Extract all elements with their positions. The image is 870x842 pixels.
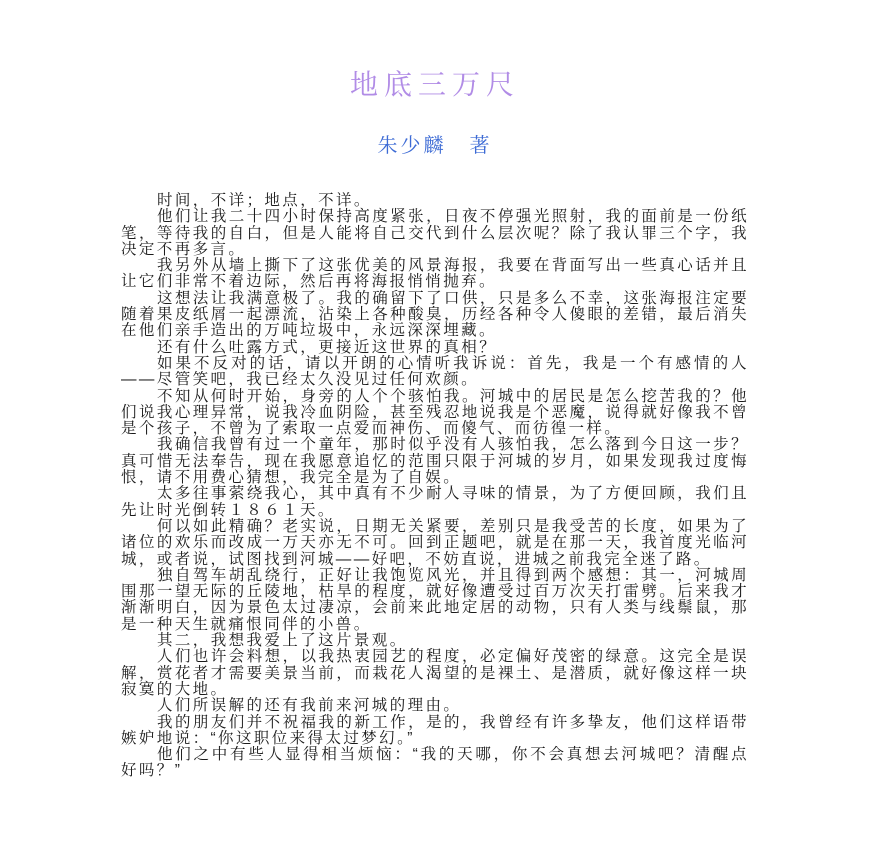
paragraph: 其二，我想我爱上了这片景观。 [157, 632, 408, 650]
paragraph: 我确信我曾有过一个童年，那时似乎没有人骇怕我，怎么落到今日这一步？真可惜无法奉告，现在我愿意追忆的范围只限于河城的岁月，如果发现我过度悔恨，请不用费心猜想，我完全是为了自娱。 [121, 436, 749, 487]
paragraph: 我的朋友们并不祝福我的新工作，是的，我曾经有许多挚友，他们这样语带嫉妒地说：“你这职位来得太过梦幻。” [121, 713, 749, 747]
document-title: 地底三万尺 [349, 69, 520, 100]
paragraph: 独自驾车胡乱绕行，正好让我饱览风光，并且得到两个感想：其一，河城周围那一望无际的丘陵地，枯旱的程度，就好像遭受过百万次天打雷劈。后来我才渐渐明白，因为景色太过凄凉，会前来此地定居的动物，只有人类与线鬃鼠，那是一种天生就痛恨同伴的小兽。 [121, 566, 749, 633]
paragraph: 他们让我二十四小时保持高度紧张，日夜不停强光照射，我的面前是一份纸笔，等待我的自白，但是人能将自己交代到什么层次呢？除了我认罪三个字，我决定不再多言。 [121, 208, 749, 258]
document-body [121, 193, 749, 780]
paragraph: 人们所误解的还有我前来河城的理由。 [157, 697, 462, 715]
paragraph: 时间，不详；地点，不详。 [157, 192, 372, 209]
paragraph: 我另外从墙上撕下了这张优美的风景海报，我要在背面写出一些真心话并且让它们非常不着边际，然后再将海报悄悄抛弃。 [121, 257, 749, 291]
paragraph: 他们之中有些人显得相当烦恼：“我的天哪，你不会真想去河城吧？清醒点好吗？” [121, 746, 749, 780]
paragraph: 人们也许会料想，以我热衷园艺的程度，必定偏好茂密的绿意。这完全是误解，赏花者才需要美景当前，而栽花人渴望的是裸土、是潜质，就好像这样一块寂寞的大地。 [121, 648, 749, 698]
paragraph: 太多往事萦绕我心，其中真有不少耐人寻味的情景，为了方便回顾，我们且先让时光倒转１８６１天。 [121, 485, 749, 519]
paragraph: 还有什么吐露方式，更接近这世界的真相？ [157, 338, 498, 356]
paragraph: 不知从何时开始，身旁的人个个骇怕我。河城中的居民是怎么挖苦我的？他们说我心理异常，说我冷血阴险，甚至残忍地说我是个恶魔，说得就好像我不曾是个孩子，不曾为了索取一点爱而神伤、而傻气、而彷徨一样。 [121, 387, 749, 438]
paragraph: 如果不反对的话，请以开朗的心情听我诉说：首先，我是一个有感情的人——尽管笑吧，我已经太久没见过任何欢颜。 [121, 354, 749, 389]
document-author: 朱少麟 著 [377, 135, 493, 157]
paragraph: 何以如此精确？老实说，日期无关紧要，差别只是我受苦的长度，如果为了诸位的欢乐而改成一万天亦无不可。回到正题吧，就是在那一天，我首度光临河城，或者说，试图找到河城——好吧，不妨直说，进城之前我完全迷了路。 [121, 517, 749, 568]
paragraph: 这想法让我满意极了。我的确留下了口供，只是多么不幸，这张海报注定要随着果皮纸屑一起漂流，沾染上各种酸臭，历经各种令人傻眼的差错，最后消失在他们亲手造出的万吨垃圾中，永远深深埋藏。 [121, 289, 749, 340]
